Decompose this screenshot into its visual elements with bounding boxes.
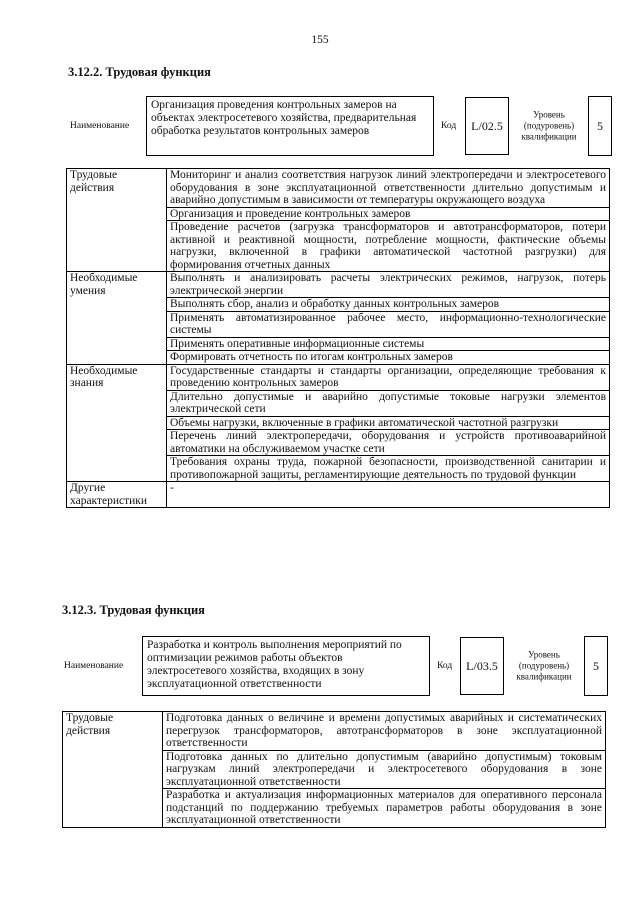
row-item: Подготовка данных по длительно допустимым (аварийно допустимым) токовым нагрузкам линий электропередачи и электросетевого оборудования в зоне эксплуатационной ответственности bbox=[163, 750, 606, 789]
row-item: Выполнять и анализировать расчеты электрических режимов, нагрузок, потерь электрической энергии bbox=[167, 272, 610, 298]
level-label: Уровень (подуровень) квалификации bbox=[516, 649, 572, 682]
level-value: 5 bbox=[584, 636, 608, 696]
function-header bbox=[0, 636, 640, 696]
name-value: Организация проведения контрольных замеров на объектах электросетевого хозяйства, предварительная обработка результатов контрольных замеров bbox=[146, 96, 434, 156]
row-category: Необходимые знания bbox=[67, 364, 167, 482]
table-row bbox=[67, 169, 610, 208]
row-item: Разработка и актуализация информационных материалов для оперативного персонала подстанций по поддержанию требуемых параметров работы оборудования в зоне эксплуатационной ответственности bbox=[163, 789, 606, 828]
row-item: Проведение расчетов (загрузка трансформаторов и автотрансформаторов, потери активной и реактивной мощности, потребление мощности, фактические объемы нагрузки, включенной в графики автоматической частотной разгрузки) для формирования отчетных данных bbox=[167, 221, 610, 272]
row-category: Трудовые действия bbox=[67, 169, 167, 272]
code-value: L/02.5 bbox=[465, 97, 509, 155]
page-number: 155 bbox=[311, 34, 329, 46]
row-item: Формировать отчетность по итогам контрольных замеров bbox=[167, 351, 610, 365]
row-item: Применять автоматизированное рабочее место, информационно-технологические системы bbox=[167, 311, 610, 337]
row-item: Мониторинг и анализ соответствия нагрузок линий электропередачи и электросетевого оборудования в зоне эксплуатационной ответственности длительно допустимым и аварийно допустимым в зависимости от температуры окружающего воздуха bbox=[167, 169, 610, 208]
row-item: Организация и проведение контрольных замеров bbox=[167, 207, 610, 221]
row-item: - bbox=[167, 482, 610, 508]
row-category: Необходимые умения bbox=[67, 272, 167, 365]
name-value: Разработка и контроль выполнения мероприятий по оптимизации режимов работы объектов электросетевого хозяйства, входящих в зону эксплуатационной ответственности bbox=[142, 636, 430, 696]
row-item: Объемы нагрузки, включенные в графики автоматической частотной разгрузки bbox=[167, 416, 610, 430]
row-item: Перечень линий электропередачи, оборудования и устройств противоаварийной автоматики на обслуживаемом участке сети bbox=[167, 430, 610, 456]
row-category: Другие характеристики bbox=[67, 482, 167, 508]
name-label: Наименование bbox=[70, 121, 130, 131]
function-table bbox=[62, 711, 606, 828]
row-category: Трудовые действия bbox=[63, 712, 163, 828]
level-value: 5 bbox=[588, 96, 612, 156]
table-row bbox=[67, 364, 610, 390]
row-item: Выполнять сбор, анализ и обработку данных контрольных замеров bbox=[167, 298, 610, 312]
section-title: 3.12.2. Трудовая функция bbox=[68, 65, 211, 79]
function-table bbox=[66, 168, 610, 508]
table-row bbox=[63, 712, 606, 751]
table-row bbox=[67, 482, 610, 508]
row-item: Государственные стандарты и стандарты организации, определяющие требования к проведению контрольных замеров bbox=[167, 364, 610, 390]
row-item: Длительно допустимые и аварийно допустимые токовые нагрузки элементов электрической сети bbox=[167, 390, 610, 416]
table-row bbox=[67, 272, 610, 298]
row-item: Требования охраны труда, пожарной безопасности, производственной санитарии и противопожарной защиты, регламентирующие деятельность по трудовой функции bbox=[167, 456, 610, 482]
function-header bbox=[0, 96, 640, 156]
section-title: 3.12.3. Трудовая функция bbox=[62, 603, 205, 617]
level-label: Уровень (подуровень) квалификации bbox=[521, 109, 577, 142]
code-label: Код bbox=[441, 121, 457, 131]
code-value: L/03.5 bbox=[460, 637, 504, 695]
name-label: Наименование bbox=[64, 661, 124, 671]
code-label: Код bbox=[437, 661, 453, 671]
row-item: Подготовка данных о величине и времени допустимых аварийных и систематических перегрузок трансформаторов, автотрансформаторов в зоне эксплуатационной ответственности bbox=[163, 712, 606, 751]
row-item: Применять оперативные информационные системы bbox=[167, 337, 610, 351]
